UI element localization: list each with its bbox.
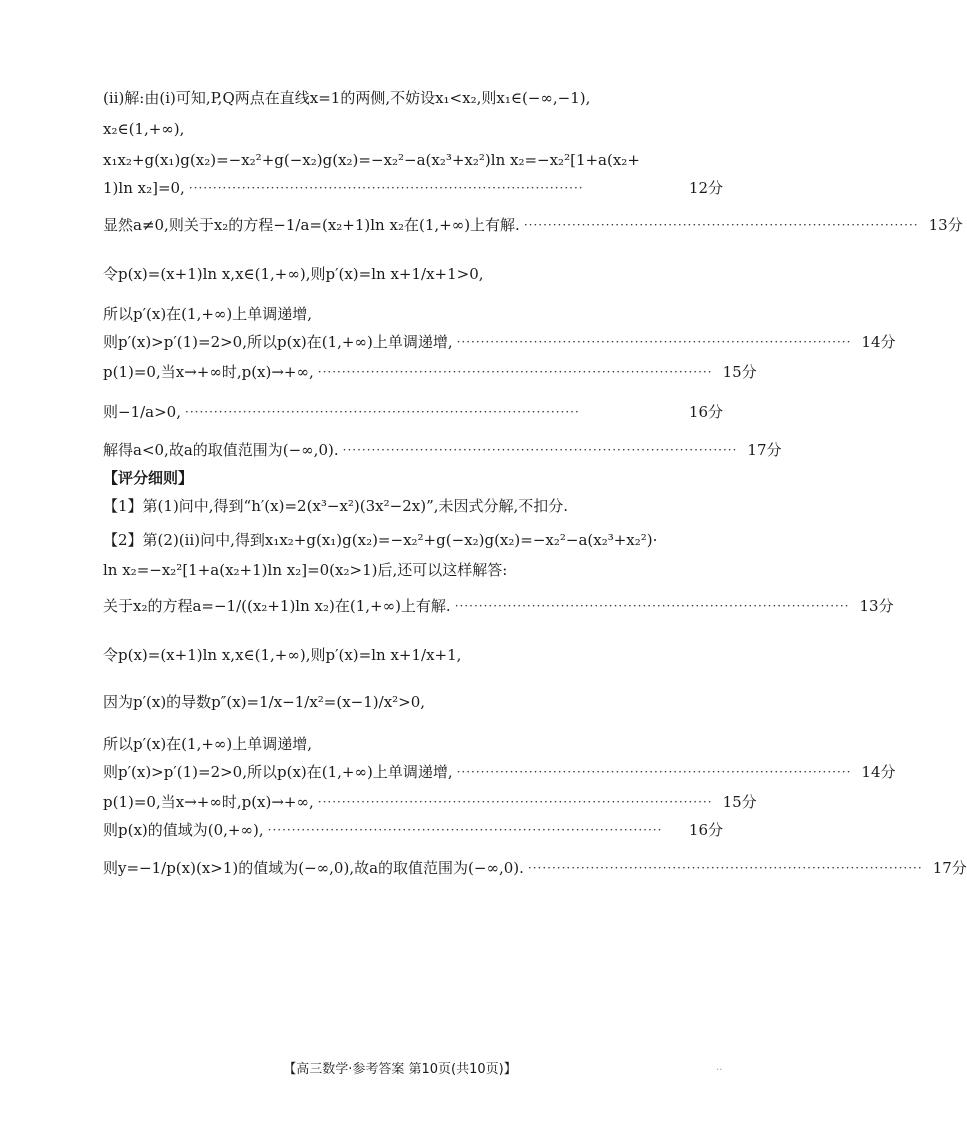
score-label: 16分 xyxy=(688,821,723,839)
solution-line xyxy=(103,178,723,198)
leader-dots: ·················································································· xyxy=(267,823,663,837)
alt-text: 则y=−1/p(x)(x>1)的值域为(−∞,0),故a的取值范围为(−∞,0). xyxy=(103,859,524,877)
heading-text: 【评分细则】 xyxy=(103,469,194,487)
solution-text: 显然a≠0,则关于x₂的方程−1/a=(x₂+1)ln x₂在(1,+∞)上有解. xyxy=(103,216,520,234)
score-label: 13分 xyxy=(928,216,963,234)
score-label: 14分 xyxy=(861,333,896,351)
alt-line xyxy=(103,792,757,812)
solution-text: x₂∈(1,+∞), xyxy=(103,120,185,138)
alt-text: 则p(x)的值域为(0,+∞), xyxy=(103,821,264,839)
leader-dots: ·················································································· xyxy=(527,861,923,875)
solution-text: 解得a<0,故a的取值范围为(−∞,0). xyxy=(103,441,339,459)
rule-text: 【2】第(2)(ⅱ)问中,得到x₁x₂+g(x₁)g(x₂)=−x₂²+g(−x₂)g(x₂)=−x₂²−a(x₂³+x₂²)· xyxy=(103,531,658,549)
solution-line xyxy=(103,304,723,324)
alt-text: 关于x₂的方程a=−1/((x₂+1)ln x₂)在(1,+∞)上有解. xyxy=(103,597,451,615)
alt-line xyxy=(103,858,967,878)
score-label: 12分 xyxy=(688,179,723,197)
alt-line xyxy=(103,596,894,616)
solution-line xyxy=(103,88,723,108)
solution-line xyxy=(103,362,757,382)
score-label: 16分 xyxy=(688,403,723,421)
solution-line xyxy=(103,150,723,170)
alt-line xyxy=(103,762,896,782)
solution-line xyxy=(103,332,896,352)
alt-text: p(1)=0,当x→+∞时,p(x)→+∞, xyxy=(103,793,314,811)
alt-text: 因为p′(x)的导数p″(x)=1/x−1/x²=(x−1)/x²>0, xyxy=(103,693,426,711)
alt-line xyxy=(103,820,723,840)
leader-dots: ·················································································· xyxy=(342,443,738,457)
solution-text: 则p′(x)>p′(1)=2>0,所以p(x)在(1,+∞)上单调递增, xyxy=(103,333,453,351)
leader-dots: ·················································································· xyxy=(185,405,580,419)
score-label: 15分 xyxy=(722,363,757,381)
score-label: 17分 xyxy=(747,441,782,459)
rule-text: 【1】第(1)问中,得到“h′(x)=2(x³−x²)(3x²−2x)”,未因式分解,不扣分. xyxy=(103,497,569,515)
solution-text: 所以p′(x)在(1,+∞)上单调递增, xyxy=(103,305,313,323)
leader-dots: ·················································································· xyxy=(456,765,852,779)
leader-dots: ·················································································· xyxy=(523,218,919,232)
rule-line xyxy=(103,560,723,580)
leader-dots: ·················································································· xyxy=(317,365,713,379)
alt-line xyxy=(103,692,723,712)
solution-line xyxy=(103,215,963,235)
leader-dots: ·················································································· xyxy=(317,795,713,809)
alt-text: 所以p′(x)在(1,+∞)上单调递增, xyxy=(103,735,313,753)
solution-text: x₁x₂+g(x₁)g(x₂)=−x₂²+g(−x₂)g(x₂)=−x₂²−a(x₂³+x₂²)ln x₂=−x₂²[1+a(x₂+ xyxy=(103,151,640,169)
solution-line xyxy=(103,440,782,460)
leader-dots: ·················································································· xyxy=(188,181,584,195)
page-footer: 【高三数学·参考答案 第10页(共10页)】 xyxy=(283,1062,517,1077)
rule-line xyxy=(103,496,723,516)
leader-dots: ·················································································· xyxy=(456,335,852,349)
solution-text: 则−1/a>0, xyxy=(103,403,181,421)
score-label: 17分 xyxy=(932,859,967,877)
section-heading xyxy=(103,468,723,488)
solution-line xyxy=(103,264,723,284)
score-label: 15分 xyxy=(722,793,757,811)
alt-line xyxy=(103,645,723,665)
alt-text: 令p(x)=(x+1)ln x,x∈(1,+∞),则p′(x)=ln x+1/x+1, xyxy=(103,646,462,664)
alt-line xyxy=(103,734,723,754)
leader-dots: ·················································································· xyxy=(454,599,850,613)
solution-text: 1)ln x₂]=0, xyxy=(103,179,185,197)
solution-text: 令p(x)=(x+1)ln x,x∈(1,+∞),则p′(x)=ln x+1/x+1>0, xyxy=(103,265,484,283)
score-label: 13分 xyxy=(859,597,894,615)
solution-line xyxy=(103,402,723,422)
solution-line xyxy=(103,119,723,139)
solution-text: p(1)=0,当x→+∞时,p(x)→+∞, xyxy=(103,363,314,381)
solution-text: (ⅱ)解:由(ⅰ)可知,P,Q两点在直线x=1的两侧,不妨设x₁<x₂,则x₁∈(−∞,−1), xyxy=(103,89,591,107)
rule-text: ln x₂=−x₂²[1+a(x₂+1)ln x₂]=0(x₂>1)后,还可以这样解答: xyxy=(103,561,508,579)
score-label: 14分 xyxy=(861,763,896,781)
corner-mark: .. xyxy=(716,1062,723,1073)
alt-text: 则p′(x)>p′(1)=2>0,所以p(x)在(1,+∞)上单调递增, xyxy=(103,763,453,781)
rule-line xyxy=(103,530,723,550)
